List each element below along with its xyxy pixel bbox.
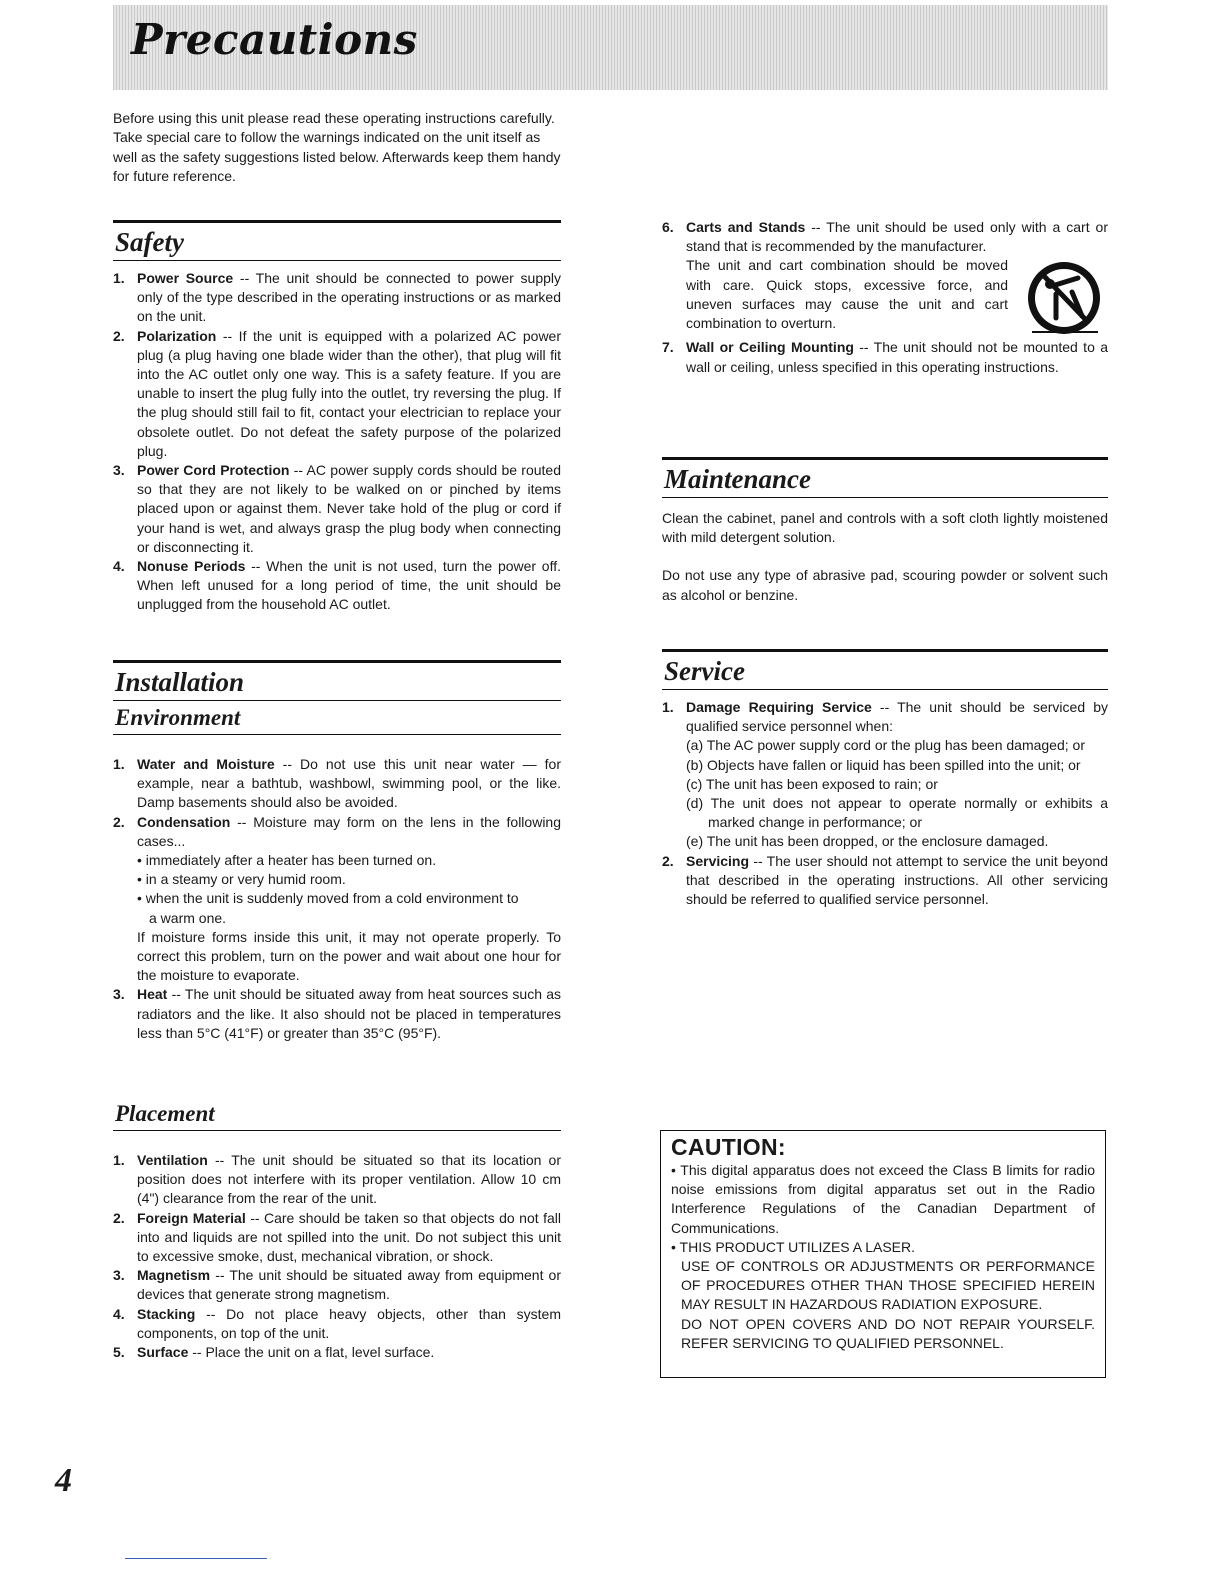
list-item: 4. Stacking -- Do not place heavy objects, other than system components, on top of the unit.: [113, 1305, 562, 1341]
bullet-item-continued: a warm one.: [149, 909, 227, 926]
safety-heading: Safety: [113, 223, 561, 261]
service-condition: (e) The unit has been dropped, or the enclosure damaged.: [686, 833, 1049, 850]
caution-paragraph: USE OF CONTROLS OR ADJUSTMENTS OR PERFORMANCE OF PROCEDURES OTHER THAN THOSE SPECIFIED HEREIN MAY RESULT IN HAZARDOUS RADIATION EXPOSURE.: [681, 1258, 1095, 1313]
list-item: 6. Carts and Stands -- The unit should be used only with a cart or stand that is recommended by the manufacturer. The unit and cart combination should be moved with care. Quick stops, excessive force, and uneven surfaces may cause the unit and cart combination to overturn.: [662, 218, 1108, 338]
footer-rule: [125, 1558, 267, 1559]
caution-paragraph: • This digital apparatus does not exceed the Class B limits for radio noise emissions from digital apparatus set out in the Radio Interference Regulations of the Canadian Department of Communications.: [671, 1162, 1095, 1236]
service-heading: Service: [662, 652, 1108, 690]
safety-section: [113, 220, 561, 615]
list-item: 2. Servicing -- The user should not attempt to service the unit beyond that described in the operating instructions. All other servicing should be referred to qualified service personnel.: [662, 852, 1109, 908]
environment-list: [113, 755, 561, 1043]
safety-list: [113, 269, 561, 615]
list-item: 4. Nonuse Periods -- When the unit is not used, turn the power off. When left unused for a long period of time, the unit should be unplugged from the household AC outlet.: [113, 558, 561, 613]
placement-section: [113, 1097, 561, 1362]
bullet-item: • when the unit is suddenly moved from a cold environment to: [137, 890, 519, 907]
condensation-note: If moisture forms inside this unit, it may not operate properly. To correct this problem, turn on the power and wait about one hour for the moisture to evaporate.: [137, 928, 561, 984]
service-condition: (c) The unit has been exposed to rain; or: [686, 775, 938, 792]
maintenance-section: [662, 457, 1108, 605]
cart-tip-over-warning-icon: [1012, 256, 1108, 338]
maintenance-paragraph: Do not use any type of abrasive pad, scouring powder or solvent such as alcohol or benzine.: [662, 567, 1108, 603]
list-item: 1. Power Source -- The unit should be connected to power supply only of the type described in the operating instructions or as marked on the unit.: [113, 270, 562, 325]
list-item: 2. Condensation -- Moisture may form on the lens in the following cases... • immediately after a heater has been turned on. • in a steamy or very humid room. • when the unit is suddenly moved from a cold environment to a warm one. If moisture forms inside this unit, it may not operate properly. To correct this problem, turn on the power and wait about one hour for the moisture to evaporate.: [113, 813, 561, 986]
maintenance-paragraph: Clean the cabinet, panel and controls with a soft cloth lightly moistened with mild detergent solution.: [662, 510, 1108, 546]
list-item: 2. Foreign Material -- Care should be taken so that objects do not fall into and liquids are not spilled into the unit. Do not subject this unit to excessive smoke, dust, mechanical vibration, or shock.: [113, 1209, 561, 1265]
precautions-banner: [113, 5, 1108, 90]
list-item: 3. Magnetism -- The unit should be situated away from equipment or devices that generate strong magnetism.: [113, 1267, 561, 1303]
list-item: 1. Damage Requiring Service -- The unit should be serviced by qualified service personnel when: (a) The AC power supply cord or the plug has been damaged; or (b) Objects have fallen or liquid has been spilled into the unit; or (c) The unit has been exposed to rain; or (d) The unit does not appear to operate normally or exhibits a marked change in performance; or (e) The unit has been dropped, or the enclosure damaged.: [662, 698, 1108, 852]
installation-heading: Installation: [113, 663, 561, 701]
placement-heading: Placement: [113, 1097, 561, 1131]
cart-caution-text: The unit and cart combination should be moved with care. Quick stops, excessive force, and uneven surfaces may cause the unit and cart combination to overturn.: [686, 257, 1008, 332]
service-condition: (d) The unit does not appear to operate normally or exhibits a marked change in performance; or: [686, 795, 1108, 831]
list-item: 2. Polarization -- If the unit is equipped with a polarized AC power plug (a plug having one blade wider than the other), that plug will fit into the AC outlet only one way. This is a safety feature. If you are unable to insert the plug fully into the outlet, try reversing the plug. If the plug should still fail to fit, contact your electrician to replace your obsolete outlet. Do not defeat the safety purpose of the polarized plug.: [113, 327, 561, 459]
service-condition: (a) The AC power supply cord or the plug has been damaged; or: [686, 737, 1085, 754]
page-number: 4: [55, 1462, 72, 1499]
list-item: 7. Wall or Ceiling Mounting -- The unit should not be mounted to a wall or ceiling, unless specified in this operating instructions.: [662, 339, 1108, 375]
caution-paragraph: DO NOT OPEN COVERS AND DO NOT REPAIR YOURSELF. REFER SERVICING TO QUALIFIED PERSONNEL.: [681, 1315, 1095, 1351]
list-item: 1. Water and Moisture -- Do not use this unit near water — for example, near a bathtub, washbowl, swimming pool, or the like. Damp basements should also be avoided.: [113, 756, 561, 811]
safety-list-continued: [662, 218, 1108, 377]
placement-list: [113, 1151, 561, 1362]
list-item: 3. Power Cord Protection -- AC power supply cords should be routed so that they are not likely to be walked on or pinched by items placed upon or against them. Never take hold of the plug or cord if your hand is wet, and always grasp the plug body when connecting or disconnecting it.: [113, 462, 561, 555]
bullet-item: • immediately after a heater has been turned on.: [137, 852, 437, 869]
intro-paragraph: Before using this unit please read these operating instructions carefully. Take special care to follow the warnings indicated on the unit itself as well as the safety suggestions listed below. Afterwards keep them handy for future reference.: [113, 110, 561, 184]
page-title: Precautions: [131, 15, 418, 64]
safety-continued: [662, 218, 1108, 377]
list-item: 5. Surface -- Place the unit on a flat, level surface.: [113, 1344, 435, 1361]
caution-box: [660, 1130, 1106, 1378]
environment-heading: Environment: [113, 701, 561, 735]
maintenance-heading: Maintenance: [662, 460, 1108, 498]
list-item: 1. Ventilation -- The unit should be situated so that its location or position does not interfere with its proper ventilation. Allow 10 cm (4") clearance from the rear of the unit.: [113, 1152, 562, 1207]
caution-heading: CAUTION:: [671, 1134, 786, 1160]
service-list: [662, 698, 1108, 909]
service-section: [662, 649, 1108, 909]
caution-paragraph: • THIS PRODUCT UTILIZES A LASER.: [671, 1238, 916, 1255]
service-condition: (b) Objects have fallen or liquid has been spilled into the unit; or: [686, 756, 1081, 773]
installation-section: [113, 660, 561, 1043]
bullet-item: • in a steamy or very humid room.: [137, 871, 346, 888]
list-item: 3. Heat -- The unit should be situated away from heat sources such as radiators and the like. It also should not be placed in temperatures less than 5°C (41°F) or greater than 35°C (95°F).: [113, 986, 561, 1041]
